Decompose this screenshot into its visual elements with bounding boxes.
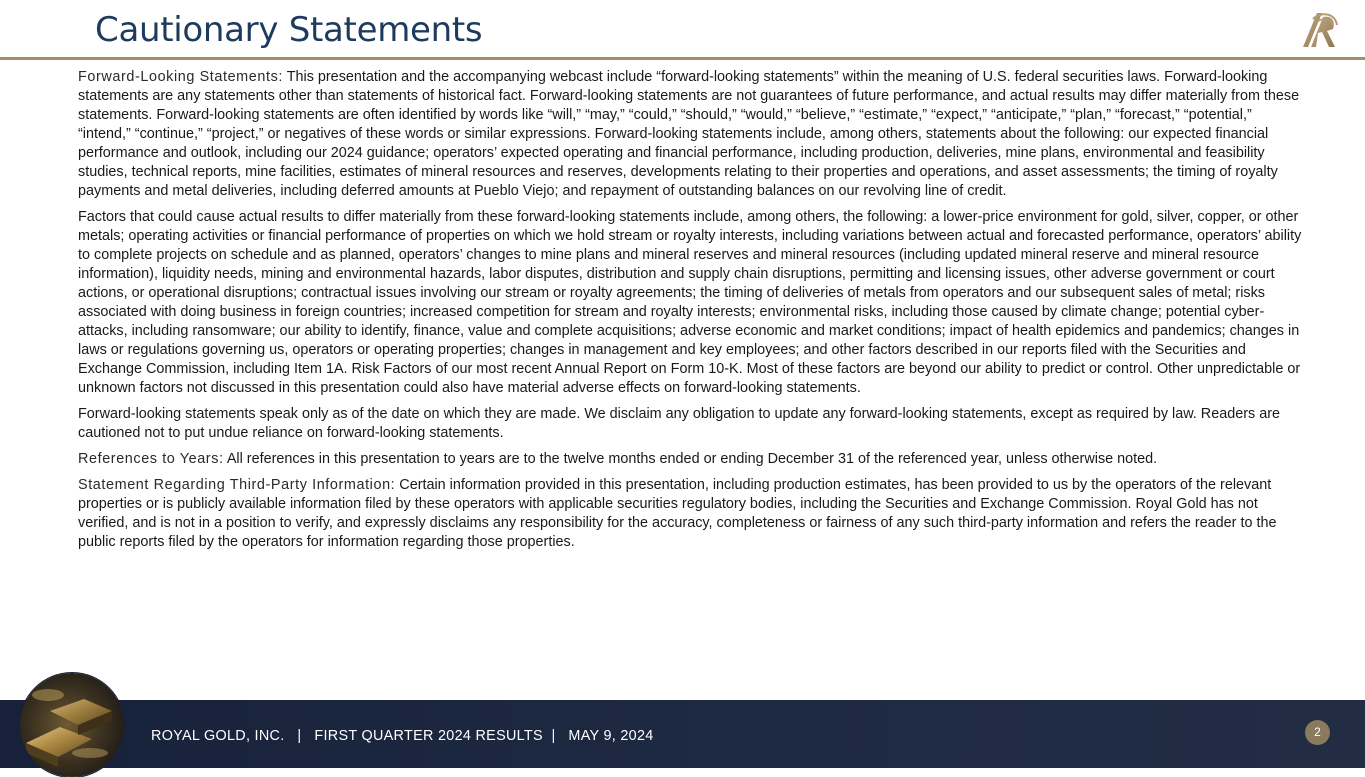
factors-paragraph: Factors that could cause actual results to differ materially from these forward-looking statements include, among others, the following: a lower-price environment for gold, silver, copper, or other metals; operating activities or financial performance of properties on which we hold stream or royalty interests, including variations between actual and forecasted performance, operators’ ability to complete projects on schedule and as planned, operators’ changes to mine plans and mineral reserves and mineral resources (including updated mineral reserve and mineral resource information), liquidity needs, mining and environmental hazards, labor disputes, distribution and supply chain disruptions, permitting and licensing issues, other adverse government or court actions, or operational disruptions; contractual issues involving our stream or royalty agreements; the timing of deliveries of metals from operators and our subsequent sales of metal; risks associated with doing business in foreign countries; increased competition for stream and royalty interests; environmental risks, including those caused by climate change; potential cyber-attacks, including ransomware; our ability to identify, finance, value and complete acquisitions; adverse economic and market conditions; impact of health epidemics and pandemics; changes in laws or regulations governing us, operators or operating properties; changes in management and key employees; and other factors described in our reports filed with the Securities and Exchange Commission, including Item 1A. Risk Factors of our most recent Annual Report on Form 10-K. Most of these factors are beyond our ability to predict or control. Other unpredictable or unknown factors not discussed in this presentation could also have material adverse effects on forward-looking statements.: [78, 209, 1302, 396]
footer-bar: [0, 700, 1365, 768]
page-number-badge: 2: [1305, 720, 1330, 745]
speak-only-paragraph: Forward-looking statements speak only as of the date on which they are made. We disclaim any obligation to update any forward-looking statements, except as required by law. Readers are cautioned not to put undue reliance on forward-looking statements.: [78, 406, 1280, 441]
references-text: All references in this presentation to years are to the twelve months ended or ending December 31 of the referenced year, unless otherwise noted.: [223, 451, 1158, 467]
gold-bars-medallion-icon: [20, 673, 124, 777]
page-title: Cautionary Statements: [95, 10, 483, 50]
references-paragraph: [78, 450, 1303, 469]
forward-looking-lead: Forward-Looking Statements:: [78, 69, 283, 85]
third-party-text: Certain information provided in this presentation, including production estimates, has been provided to us by the operators of the relevant properties or is publicly available information filed by these operators with applicable securities regulatory bodies, including the Securities and Exchange Commission. Royal Gold has not verified, and is not in a position to verify, and expressly disclaims any responsibility for the accuracy, completeness or fairness of any such third-party information and refers the reader to the public reports filed by the operators for information regarding those properties.: [78, 477, 1277, 550]
references-lead: References to Years:: [78, 451, 224, 467]
third-party-paragraph: [78, 476, 1303, 552]
forward-looking-text: This presentation and the accompanying webcast include “forward-looking statements” within the meaning of U.S. federal securities laws. Forward-looking statements are any statements other than statements of historical fact. Forward-looking statements are not guarantees of future performance, and actual results may differ materially from these statements. Forward-looking statements are often identified by words like “will,” “may,” “could,” “should,” “would,” “believe,” “estimate,” “expect,” “anticipate,” “plan,” “forecast,” “potential,” “intend,” “continue,” “project,” or negatives of these words or similar expressions. Forward-looking statements include, among others, statements about the following: our expected financial performance and outlook, including our 2024 guidance; operators’ expected operating and financial performance, including production, deliveries, mine plans, environmental and feasibility studies, technical reports, mine facilities, estimates of mineral resources and reserves, developments relating to their properties and operations, and asset assessments; the timing of royalty payments and metal deliveries, including deferred amounts at Pueblo Viejo; and repayment of outstanding balances on our revolving line of credit.: [78, 69, 1300, 199]
royal-gold-logo-icon: [1299, 9, 1339, 49]
header-rule: [0, 57, 1365, 60]
forward-looking-paragraph: [78, 68, 1303, 201]
third-party-lead: Statement Regarding Third-Party Information:: [78, 477, 396, 493]
footer-text: ROYAL GOLD, INC. | FIRST QUARTER 2024 RESULTS | MAY 9, 2024: [151, 728, 654, 744]
cautionary-content: [78, 68, 1303, 559]
